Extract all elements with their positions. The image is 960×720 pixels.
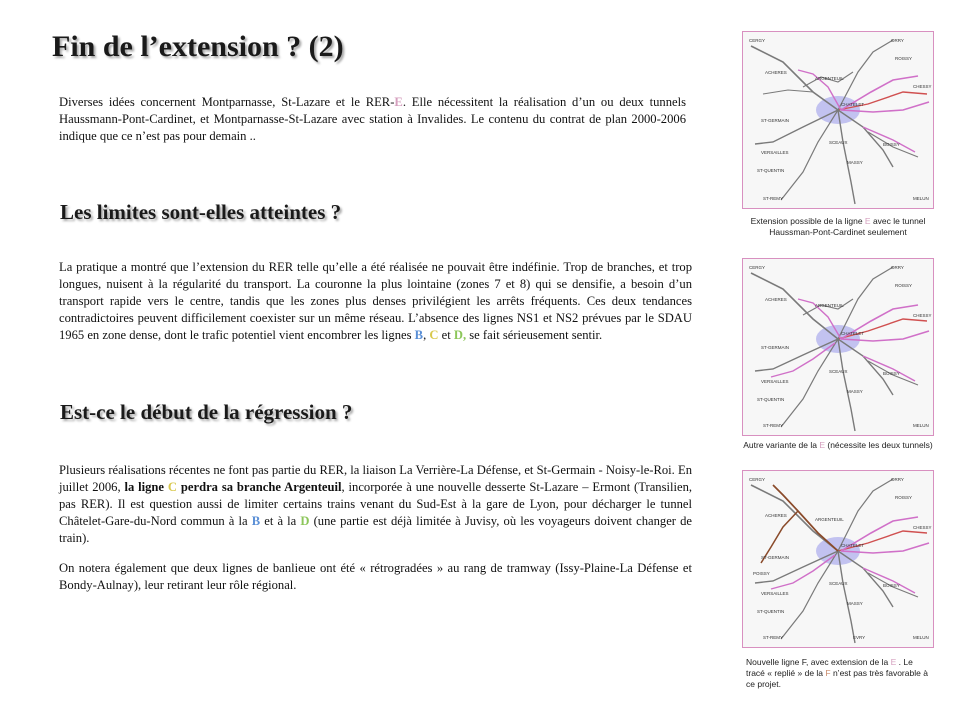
svg-text:SCEAUX: SCEAUX: [829, 581, 848, 586]
svg-text:ROISSY: ROISSY: [895, 495, 913, 500]
svg-text:ST-QUENTIN: ST-QUENTIN: [757, 397, 785, 402]
svg-text:BOISSY: BOISSY: [883, 142, 900, 147]
text-fragment: Autre variante de la: [743, 440, 820, 450]
rer-d-letter: D,: [453, 328, 467, 342]
svg-text:MELUN: MELUN: [913, 196, 929, 201]
section-heading-regression: Est-ce le début de la régression ?: [60, 400, 353, 424]
section-heading-limits: Les limites sont-elles atteintes ?: [60, 200, 342, 224]
text-fragment: ,: [423, 328, 430, 342]
svg-text:ST-QUENTIN: ST-QUENTIN: [757, 609, 785, 614]
text-fragment: n’est pas très favorable à ce projet.: [746, 668, 928, 689]
rer-c-letter: C: [429, 328, 439, 342]
text-fragment: (nécessite les deux tunnels): [825, 440, 933, 450]
text-fragment: Diverses idées concernent Montparnasse, St-Lazare et le RER-: [59, 95, 395, 109]
text-fragment: Extension possible de la ligne: [750, 216, 865, 226]
svg-text:MASSY: MASSY: [847, 389, 863, 394]
svg-text:CERGY: CERGY: [749, 265, 766, 270]
svg-text:BOISSY: BOISSY: [883, 371, 900, 376]
text-fragment: . Le tracé « replié » de la: [746, 657, 913, 678]
svg-text:BOISSY: BOISSY: [883, 583, 900, 588]
svg-text:ARGENTEUIL: ARGENTEUIL: [815, 517, 844, 522]
text-fragment: . Elle nécessitent la réalisation d’un ou deux tunnels Haussmann-Pont-Cardinet, et Montparnasse-St-Lazare avec station à Invalides. Le contenu du contrat de plan 2000-2006 indique que ce n’est pas pour demain ..: [59, 95, 686, 143]
rer-b-letter: B: [251, 514, 261, 528]
svg-text:ORRY: ORRY: [891, 265, 904, 270]
text-fragment: se fait sérieusement sentir.: [466, 328, 603, 342]
svg-text:VERSAILLES: VERSAILLES: [761, 379, 789, 384]
svg-text:CERGY: CERGY: [749, 38, 766, 43]
svg-text:ST-GERMAIN: ST-GERMAIN: [761, 345, 790, 350]
intro-paragraph: [59, 94, 686, 145]
svg-text:POISSY: POISSY: [753, 571, 770, 576]
svg-text:CHATELET: CHATELET: [841, 543, 865, 548]
svg-text:ST-REMY: ST-REMY: [763, 196, 784, 201]
rer-map-variant-1: [742, 31, 934, 209]
page-title: Fin de l’extension ? (2): [52, 30, 344, 63]
svg-text:ST-QUENTIN: ST-QUENTIN: [757, 168, 785, 173]
text-fragment: La pratique a montré que l’extension du RER telle qu’elle a été réalisée ne pouvait être indéfinie. Trop de branches, et trop longues, nuisent à la régularité du transport. La couronne la plus lointaine (zones 7 et 8) qui se densifie, a besoin d’un transport rapide vers le centre, tandis que les zones plus denses privilégient les arrêts fréquents. Ces deux tendances contradictoires peuvent difficilement coexister sur un même réseau. L’absence des lignes NS1 et NS2 prévues par le SDAU 1965 en zone dense, dont le trafic potentiel vient encombrer les lignes: [59, 260, 692, 342]
svg-text:VERSAILLES: VERSAILLES: [761, 150, 789, 155]
text-fragment: Nouvelle ligne F, avec extension de la: [746, 657, 891, 667]
svg-text:VERSAILLES: VERSAILLES: [761, 591, 789, 596]
svg-text:ST-REMY: ST-REMY: [763, 635, 784, 640]
line-f-letter: F: [825, 668, 831, 678]
svg-text:CHATELET: CHATELET: [841, 331, 865, 336]
svg-text:ORRY: ORRY: [891, 477, 904, 482]
svg-text:ORRY: ORRY: [891, 38, 904, 43]
rer-map-variant-2: [742, 258, 934, 436]
svg-text:MELUN: MELUN: [913, 635, 929, 640]
svg-text:CHESSY: CHESSY: [913, 313, 932, 318]
text-fragment: (une partie est déjà limitée à Juvisy, où les voyageurs doivent changer de train).: [59, 514, 692, 545]
svg-text:CHESSY: CHESSY: [913, 84, 932, 89]
svg-text:CHATELET: CHATELET: [841, 102, 865, 107]
svg-text:ST-REMY: ST-REMY: [763, 423, 784, 428]
rer-c-letter: C: [167, 480, 178, 494]
rer-d-letter: D: [300, 514, 310, 528]
svg-text:ROISSY: ROISSY: [895, 56, 913, 61]
svg-text:MELUN: MELUN: [913, 423, 929, 428]
text-fragment: et: [438, 328, 454, 342]
map1-caption: [742, 216, 934, 238]
rer-map-variant-3: [742, 470, 934, 648]
text-fragment: et à la: [260, 514, 301, 528]
svg-text:ARGENTEUIL: ARGENTEUIL: [815, 303, 844, 308]
svg-text:CERGY: CERGY: [749, 477, 766, 482]
tramway-paragraph: On notera également que deux lignes de banlieue ont été « rétrogradées » au rang de tramway (Issy-Plaine-La Défense et Bondy-Aulnay), leur retirant leur rôle régional.: [59, 561, 692, 592]
text-fragment: Plusieurs réalisations récentes ne font pas partie du RER, la liaison La Verrière-La Défense, et St-Germain - Noisy-le-Roi. En juillet 2006,: [59, 463, 692, 494]
text-fragment: avec le tunnel Haussman-Pont-Cardinet seulement: [769, 216, 926, 237]
svg-text:ACHERES: ACHERES: [765, 513, 787, 518]
svg-text:ST-GERMAIN: ST-GERMAIN: [761, 555, 790, 560]
svg-text:ACHERES: ACHERES: [765, 70, 787, 75]
svg-text:ROISSY: ROISSY: [895, 283, 913, 288]
text-fragment: perdra sa branche Argenteuil: [177, 480, 342, 494]
svg-text:SCEAUX: SCEAUX: [829, 369, 848, 374]
rer-e-letter: E: [890, 657, 897, 667]
limits-paragraph: [59, 259, 692, 344]
svg-text:MASSY: MASSY: [847, 160, 863, 165]
rer-b-letter: B: [414, 328, 424, 342]
rer-e-letter: E: [864, 216, 871, 226]
svg-text:MASSY: MASSY: [847, 601, 863, 606]
svg-text:SCEAUX: SCEAUX: [829, 140, 848, 145]
rer-e-letter: E: [819, 440, 825, 450]
svg-text:CHESSY: CHESSY: [913, 525, 932, 530]
svg-text:EVRY: EVRY: [853, 635, 866, 640]
svg-text:ARGENTEUIL: ARGENTEUIL: [815, 76, 844, 81]
bold-fragment: [124, 480, 341, 494]
svg-text:ACHERES: ACHERES: [765, 297, 787, 302]
map3-caption: [746, 657, 932, 690]
text-fragment: , incorporée à une nouvelle desserte St-Lazare – Ermont (Transilien, pas RER). Il est question aussi de limiter certains trains venant du Sud-Est à la gare de Lyon, pour décharger le tunnel Châtelet-Gare-du-Nord commun à la: [59, 480, 693, 528]
map2-caption: [738, 440, 938, 451]
svg-text:ST-GERMAIN: ST-GERMAIN: [761, 118, 790, 123]
regression-paragraph: [59, 462, 692, 547]
rer-e-letter: E: [394, 95, 403, 109]
text-fragment: la ligne: [124, 480, 168, 494]
